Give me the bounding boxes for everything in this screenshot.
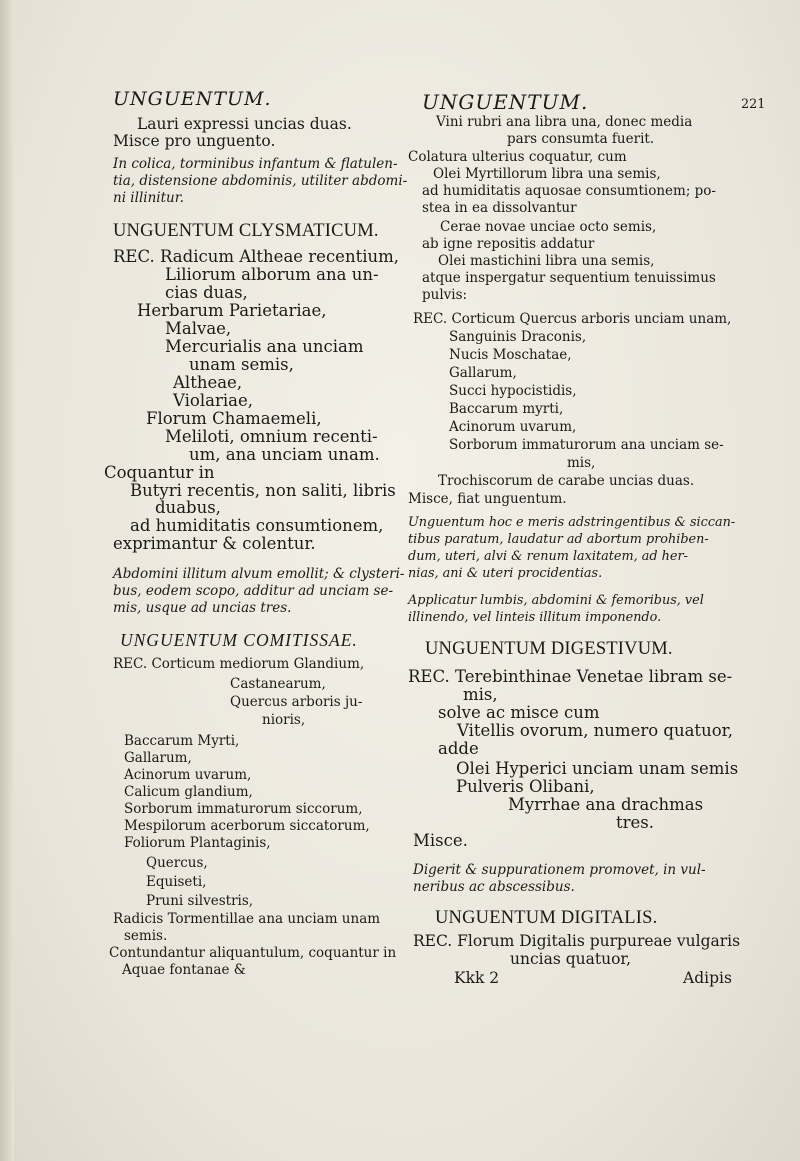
recipe-line: Butyri recentis, non saliti, libris <box>130 481 396 500</box>
recipe-line: Gallarum, <box>449 365 517 381</box>
recipe-line: Quercus arboris ju- <box>230 694 363 710</box>
recipe-line: Olei Hyperici unciam unam semis <box>456 759 739 778</box>
recipe-line: Sorborum immaturorum siccorum, <box>124 801 363 817</box>
text-line: Misce pro unguento. <box>113 132 276 150</box>
running-header-left: UNGUENTUM. <box>113 88 272 110</box>
recipe-line: Coquantur in <box>104 463 215 482</box>
recipe-line: Gallarum, <box>124 750 192 766</box>
recipe-line: REC. Corticum Quercus arboris unciam unam, <box>413 311 732 327</box>
signature-mark: Kkk 2 <box>454 969 500 987</box>
recipe-line: Calicum glandium, <box>124 784 253 800</box>
recipe-line: REC. Terebinthinae Venetae libram se- <box>408 667 733 686</box>
recipe-line: mis, <box>463 685 498 704</box>
recipe-line: Cerae novae unciae octo semis, <box>440 219 657 235</box>
recipe-line: Liliorum alborum ana un- <box>165 265 379 284</box>
recipe-line: REC. Radicum Altheae recentium, <box>113 247 400 266</box>
recipe-line: Equiseti, <box>146 874 207 890</box>
text-line: Lauri expressi uncias duas. <box>137 115 352 133</box>
recipe-line: semis. <box>124 928 168 944</box>
usage-note: Digerit & suppurationem promovet, in vul- <box>413 862 706 878</box>
catchword: Adipis <box>683 969 732 987</box>
recipe-line: Mespilorum acerborum siccatorum, <box>124 818 370 834</box>
recipe-line: Vini rubri ana libra una, donec media <box>436 114 693 130</box>
section-title: UNGUENTUM DIGESTIVUM. <box>425 639 673 659</box>
recipe-line: Meliloti, omnium recenti- <box>165 427 378 446</box>
recipe-line: duabus, <box>155 498 221 517</box>
recipe-line: Nucis Moschatae, <box>449 347 572 363</box>
recipe-line: mis, <box>567 455 596 471</box>
recipe-line: REC. Corticum mediorum Glandium, <box>113 656 365 672</box>
recipe-line: Vitellis ovorum, numero quatuor, <box>457 721 733 740</box>
recipe-line: Succi hypocistidis, <box>449 383 577 399</box>
recipe-line: Baccarum Myrti, <box>124 733 240 749</box>
recipe-line: Violariae, <box>173 391 253 410</box>
recipe-line: cias duas, <box>165 283 248 302</box>
usage-note: tia, distensione abdominis, utiliter abdomi- <box>113 173 408 189</box>
recipe-line: pulvis: <box>422 287 468 303</box>
recipe-line: Quercus, <box>146 855 208 871</box>
recipe-line: Colatura ulterius coquatur, cum <box>408 149 627 165</box>
recipe-line: um, ana unciam unam. <box>189 445 380 464</box>
recipe-line: Radicis Tormentillae ana unciam unam <box>113 911 381 927</box>
usage-note: In colica, torminibus infantum & flatulen- <box>113 156 398 172</box>
recipe-line: uncias quatuor, <box>510 950 632 968</box>
recipe-line: nioris, <box>262 712 306 728</box>
recipe-line: exprimantur & colentur. <box>113 534 316 553</box>
recipe-line: Acinorum uvarum, <box>124 767 252 783</box>
usage-note: bus, eodem scopo, additur ad unciam se- <box>113 583 394 599</box>
section-title: UNGUENTUM DIGITALIS. <box>435 908 658 928</box>
recipe-line: Malvae, <box>165 319 232 338</box>
usage-note: dum, uteri, alvi & renum laxitatem, ad her- <box>408 549 688 564</box>
recipe-line: Foliorum Plantaginis, <box>124 835 271 851</box>
recipe-line: stea in ea dissolvantur <box>422 200 577 216</box>
running-header-right: UNGUENTUM. <box>422 90 589 114</box>
usage-note: ni illinitur. <box>113 190 184 206</box>
recipe-line: Castanearum, <box>230 676 326 692</box>
usage-note: illinendo, vel linteis illitum imponendo. <box>408 610 662 625</box>
recipe-line: Myrrhae ana drachmas <box>508 795 704 814</box>
recipe-line: atque inspergatur sequentium tenuissimus <box>422 270 716 286</box>
usage-note: neribus ac abscessibus. <box>413 879 575 895</box>
recipe-line: Pulveris Olibani, <box>456 777 595 796</box>
usage-note: Abdomini illitum alvum emollit; & clysteri- <box>113 566 405 582</box>
usage-note: tibus paratum, laudatur ad abortum prohiben- <box>408 532 709 547</box>
section-title: UNGUENTUM CLYSMATICUM. <box>113 221 379 241</box>
recipe-line: Misce, fiat unguentum. <box>408 491 567 507</box>
section-title: UNGUENTUM COMITISSAE. <box>120 630 358 650</box>
recipe-line: Olei Myrtillorum libra una semis, <box>433 166 661 182</box>
recipe-line: adde <box>438 739 479 758</box>
usage-note: nias, ani & uteri procidentias. <box>408 566 603 581</box>
usage-note: Applicatur lumbis, abdomini & femoribus, vel <box>408 593 704 608</box>
recipe-line: Acinorum uvarum, <box>449 419 577 435</box>
recipe-line: Sanguinis Draconis, <box>449 329 587 345</box>
recipe-line: pars consumta fuerit. <box>507 131 655 147</box>
recipe-line: tres. <box>616 813 654 832</box>
recipe-line: Florum Chamaemeli, <box>146 409 322 428</box>
recipe-line: REC. Florum Digitalis purpureae vulgaris <box>413 932 741 950</box>
recipe-line: Trochiscorum de carabe uncias duas. <box>438 473 695 489</box>
recipe-line: Misce. <box>413 831 468 850</box>
recipe-line: Altheae, <box>173 373 243 392</box>
recipe-line: solve ac misce cum <box>438 703 600 722</box>
recipe-line: Baccarum myrti, <box>449 401 564 417</box>
recipe-line: Mercurialis ana unciam <box>165 337 364 356</box>
recipe-line: Olei mastichini libra una semis, <box>438 253 655 269</box>
recipe-line: ad humiditatis consumtionem, <box>130 516 384 535</box>
recipe-line: ab igne repositis addatur <box>422 236 595 252</box>
recipe-line: Herbarum Parietariae, <box>137 301 327 320</box>
page-number: 221 <box>741 97 766 112</box>
recipe-line: ad humiditatis aquosae consumtionem; po- <box>422 183 716 199</box>
recipe-line: Pruni silvestris, <box>146 893 254 909</box>
recipe-line: unam semis, <box>189 355 294 374</box>
page-gutter <box>0 0 14 1161</box>
recipe-line: Contundantur aliquantulum, coquantur in <box>109 945 397 961</box>
usage-note: Unguentum hoc e meris adstringentibus & siccan- <box>408 515 736 530</box>
recipe-line: Sorborum immaturorum ana unciam se- <box>449 437 724 453</box>
usage-note: mis, usque ad uncias tres. <box>113 600 292 616</box>
recipe-line: Aquae fontanae & <box>122 962 246 978</box>
